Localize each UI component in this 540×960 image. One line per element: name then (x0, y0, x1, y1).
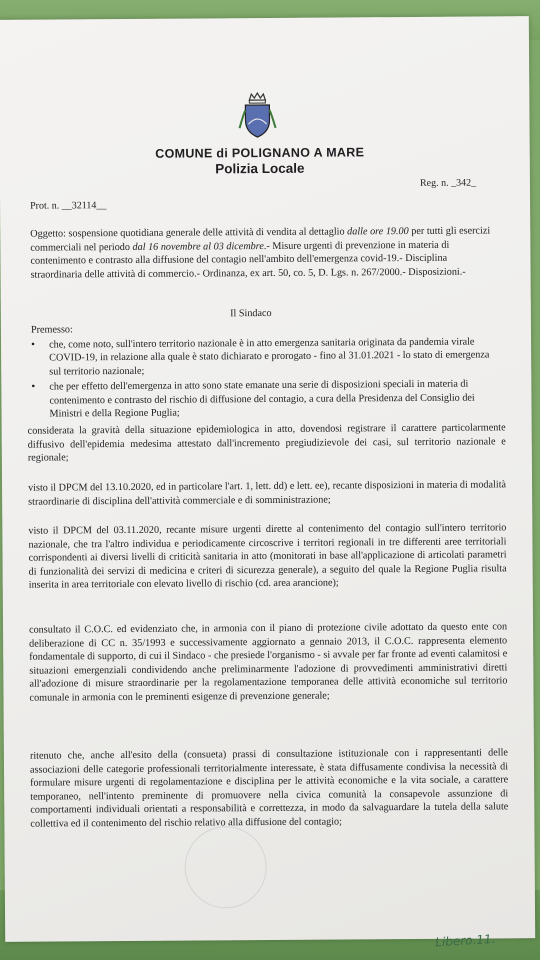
premise-heading: Premesso: (30, 324, 73, 336)
department-name: Polizia Locale (215, 160, 305, 177)
list-item: • che, come noto, sull'intero territorio nazionale è in atto emergenza sanitaria originata da pandemia virale COVID-19, in relazione alla quale è stato dichiarato e prorogato - fino al 31.01.2021 - lo stato di emergenza sul territorio nazionale; (31, 335, 501, 378)
registry-number: Reg. n. _342_ (419, 177, 477, 189)
paragraph-considerata: considerata la gravità della situazione epidemiologica in atto, dovendosi registrare il carattere particolarmente diffusivo dell'epidemia medesima attestato dall'incremento pregiudizievole dei casi, sul territorio nazionale e regionale; (27, 422, 506, 464)
faint-stamp (184, 826, 267, 909)
paragraph-ritenuto: ritenuto che, anche all'esito della (consueta) prassi di consultazione istituzionale con i rappresentanti delle associazioni delle categorie professionali territorialmente interessate, è stata diffusamente condivisa la necessità di formulare misure urgenti di regolamentazione e disciplina per le attività economiche e la vita sociale, a carattere temporaneo, nell'intento preminente di promuovere nella civica comunità la consapevole assunzione di comportamenti individuali orientati a responsabilità e correttezza, in modo da salvaguardare la tutela della salute collettiva ed il contenimento del rischio relativo alla diffusione del contagio; (29, 747, 509, 830)
subject-text-b: per tutti gli esercizi commerciali nel periodo (30, 225, 491, 254)
municipality-name: COMUNE di POLIGNANO A MARE (155, 145, 365, 161)
protocol-number: Prot. n. __32114__ (30, 200, 107, 212)
subject-time: dalle ore 19.00 (347, 226, 409, 238)
subject-period: dal 16 novembre al 03 dicembre (132, 240, 264, 253)
paragraph-consultato-coc: consultato il C.O.C. ed evidenziato che, in armonia con il piano di protezione civile adottato da questo ente con deliberazione di CC n. 35/1993 e successivamente aggiornato a gennaio 2013, il C.O.C. rappresenta elemento fondamentale di supporto, di cui il Sindaco - che presiede l'organismo - si avvale per far fronte ad eventi calamitosi e situazioni emergenziali condividendo anche preliminarmente l'adozione di provvedimenti amministrativi diretti all'adozione di misure straordinarie per la regolamentazione temporanea delle attività economiche sul territorio comunale in armonia con le preminenti esigenze di prevenzione generale; (29, 621, 508, 704)
document-page (0, 16, 535, 950)
subject-label: Oggetto: (30, 228, 66, 240)
handwritten-note: Libero.11. (434, 931, 496, 950)
subject-text-c: .- Misure urgenti di prevenzione in materia di contenimento e contrasto alla diffusione del contagio nell'ambito dell'emergenza covid-19.- Disciplina straordinaria delle attività di commercio.- Ordinanza, ex art. 50, co. 5, D. Lgs. n. 267/2000.- Disposizioni.- (30, 239, 466, 281)
premise-list (31, 335, 502, 423)
issuer-heading: Il Sindaco (230, 307, 272, 320)
list-item: • che per effetto dell'emergenza in atto sono state emanate una serie di disposizioni speciali in materia di contenimento e contrasto del rischio di diffusione del contagio, a cura della Presidenza del Consiglio dei Ministri e della Regione Puglia; (31, 378, 501, 421)
subject-text-a: sospensione quotidiana generale delle attività di vendita al dettaglio (65, 226, 348, 240)
municipal-crest-icon (235, 90, 279, 140)
subject-paragraph (30, 224, 500, 281)
paragraph-visto-dpcm-03-11: visto il DPCM del 03.11.2020, recante misure urgenti dirette al contenimento del contagio sull'intero territorio nazionale, che tra l'altro individua e periodicamente circoscrive i territori regionali in tre differenti aree territoriali corrispondenti ai diversi livelli di criticità sanitaria in atto (monitorati in base all'applicazione di articolati parametri di funzionalità dei servizi di medicina e criteri di sicurezza generale), a seguito del quale la Regione Puglia risulta inserita in area territoriale con elevato livello di rischio (cd. area arancione); (28, 522, 507, 592)
paragraph-visto-dpcm-13-10: visto il DPCM del 13.10.2020, ed in particolare l'art. 1, lett. dd) e lett. ee), recante disposizioni in materia di modalità straordinarie di disciplina dell'attività commerciale e di somministrazione; (28, 479, 507, 508)
